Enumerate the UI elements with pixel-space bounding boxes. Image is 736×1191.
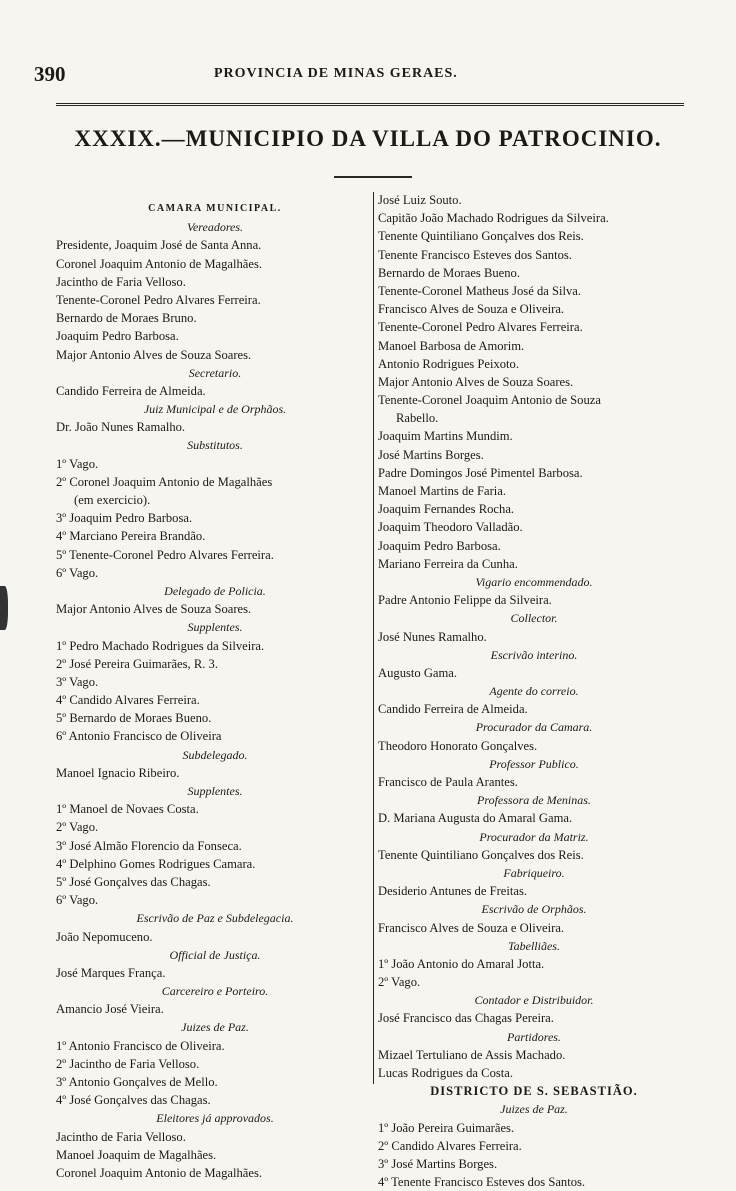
text-line: 3º José Martins Borges. — [378, 1156, 498, 1171]
text-line: Theodoro Honorato Gonçalves. — [378, 738, 538, 753]
section-heading: Vigario encommendado. — [475, 574, 593, 589]
text-line: Tenente Quintiliano Gonçalves dos Reis. — [378, 847, 584, 862]
text-line: Candido Ferreira de Almeida. — [56, 383, 206, 398]
section-heading: Supplentes. — [187, 784, 243, 798]
text-line: 4º Candido Alvares Ferreira. — [56, 693, 200, 708]
section-heading: Secretario. — [188, 365, 242, 380]
section-heading: Procurador da Camara. — [475, 720, 593, 735]
text-line: José Marques França. — [56, 965, 166, 980]
section-heading: Supplentes. — [187, 620, 243, 635]
section-heading: Eleitores já approvados. — [156, 1111, 274, 1126]
text-line: Francisco Alves de Souza e Oliveira. — [378, 920, 565, 935]
text-line: 2º Vago. — [378, 975, 421, 990]
text-line: 3º Joaquim Pedro Barbosa. — [56, 511, 193, 526]
text-line: Major Antonio Alves de Souza Soares. — [56, 602, 252, 617]
section-heading: Escrivão de Orphãos. — [481, 902, 587, 917]
text-line: Tenente-Coronel Pedro Alvares Ferreira. — [56, 292, 261, 307]
text-line: Tenente-Coronel Joaquim Antonio de Souza — [378, 393, 601, 408]
section-heading: DISTRICTO DE S. SEBASTIÃO. — [430, 1084, 638, 1099]
running-title: PROVINCIA DE MINAS GERAES. — [214, 66, 458, 81]
section-heading: Official de Justiça. — [169, 947, 261, 962]
section-heading: Contador e Distribuidor. — [474, 993, 594, 1008]
text-line: 1º João Pereira Guimarães. — [378, 1120, 515, 1135]
text-line: 2º Vago. — [56, 820, 99, 835]
title-underline — [334, 176, 412, 178]
text-line: Joaquim Theodoro Valladão. — [378, 520, 523, 535]
section-heading: Professor Publico. — [489, 756, 579, 771]
text-line: Capitão João Machado Rodrigues da Silveira. — [378, 211, 609, 226]
text-line: Dr. João Nunes Ramalho. — [56, 420, 186, 435]
text-line: 5º José Gonçalves das Chagas. — [56, 874, 211, 889]
text-line: Manoel Martins de Faria. — [378, 484, 507, 498]
text-line: 6º Vago. — [56, 893, 99, 908]
section-heading: Subdelegado. — [182, 747, 248, 762]
text-line: Bernardo de Moraes Bruno. — [56, 311, 197, 326]
text-line: 1º Vago. — [56, 456, 99, 471]
text-line: Candido Ferreira de Almeida. — [378, 702, 528, 717]
text-line: Joaquim Fernandes Rocha. — [378, 502, 515, 517]
text-line: 4º Tenente Francisco Esteves dos Santos. — [378, 1175, 586, 1190]
text-line: João Nepomuceno. — [56, 929, 153, 944]
text-line: 2º Jacintho de Faria Velloso. — [56, 1056, 200, 1071]
text-line: Manoel Ignacio Ribeiro. — [56, 765, 180, 780]
text-line: Coronel Joaquim Antonio de Magalhães. — [56, 256, 263, 271]
text-line: 5º Bernardo de Moraes Bueno. — [56, 711, 212, 726]
text-line: Mizael Tertuliano de Assis Machado. — [378, 1047, 566, 1062]
text-line: Tenente-Coronel Matheus José da Silva. — [378, 283, 582, 298]
text-line: 1º Manoel de Novaes Costa. — [56, 802, 199, 817]
text-line: Padre Domingos José Pimentel Barbosa. — [378, 465, 583, 480]
text-line: 3º Antonio Gonçalves de Mello. — [56, 1075, 218, 1089]
section-heading: Juiz Municipal e de Orphãos. — [143, 402, 287, 417]
text-line: José Francisco das Chagas Pereira. — [378, 1011, 554, 1026]
text-line: 1º João Antonio do Amaral Jotta. — [378, 956, 545, 971]
text-line: Francisco de Paula Arantes. — [378, 775, 518, 789]
text-line: 4º Delphino Gomes Rodrigues Camara. — [56, 856, 256, 871]
text-line: Presidente, Joaquim José de Santa Anna. — [56, 238, 262, 253]
section-heading: Carcereiro e Porteiro. — [161, 984, 269, 999]
text-line: Desiderio Antunes de Freitas. — [378, 884, 527, 899]
text-line: José Nunes Ramalho. — [378, 629, 487, 644]
left-column — [56, 200, 374, 1182]
text-line: 4º Marciano Pereira Brandão. — [56, 529, 206, 544]
text-line: José Luiz Souto. — [378, 193, 462, 207]
text-line: Padre Antonio Felippe da Silveira. — [378, 593, 552, 608]
text-line: Francisco Alves de Souza e Oliveira. — [378, 302, 565, 317]
text-line: D. Mariana Augusta do Amaral Gama. — [378, 811, 573, 826]
text-line: Antonio Rodrigues Peixoto. — [378, 356, 519, 371]
text-line: Augusto Gama. — [378, 665, 458, 680]
text-line: Bernardo de Moraes Bueno. — [378, 265, 520, 280]
text-line: Jacintho de Faria Velloso. — [56, 1129, 186, 1144]
text-line: 6º Antonio Francisco de Oliveira — [56, 729, 222, 744]
header-rule — [56, 103, 684, 106]
section-heading: Agente do correio. — [489, 684, 579, 699]
text-line: Joaquim Pedro Barbosa. — [56, 329, 179, 344]
text-line: 1º Pedro Machado Rodrigues da Silveira. — [56, 638, 265, 653]
text-line: Tenente Quintiliano Gonçalves dos Reis. — [378, 229, 584, 244]
page-number: 390 — [34, 62, 66, 86]
text-line: Amancio José Vieira. — [56, 1002, 164, 1017]
right-column — [378, 191, 690, 1191]
text-line: 3º José Almão Florencio da Fonseca. — [56, 838, 242, 853]
section-heading: Tabelliães. — [508, 938, 560, 953]
text-line: 2º José Pereira Guimarães, R. 3. — [56, 656, 218, 671]
text-line: Major Antonio Alves de Souza Soares. — [378, 374, 574, 389]
section-title: XXXIX.—MUNICIPIO DA VILLA DO PATROCINIO. — [74, 126, 662, 151]
section-heading: Escrivão interino. — [490, 647, 578, 662]
section-heading: Collector. — [510, 611, 558, 626]
text-line: Manoel Barbosa de Amorim. — [378, 338, 525, 353]
section-heading: CAMARA MUNICIPAL. — [148, 203, 282, 214]
section-heading: Partidores. — [507, 1029, 561, 1044]
text-line: (em exercicio). — [74, 493, 151, 507]
text-line: 1º Antonio Francisco de Oliveira. — [56, 1038, 225, 1053]
text-line: 2º Candido Alvares Ferreira. — [378, 1138, 522, 1153]
section-heading: Professora de Meninas. — [477, 793, 591, 808]
section-heading: Juizes de Paz. — [181, 1020, 249, 1035]
text-line: 3º Vago. — [56, 674, 99, 689]
text-line: Manoel Joaquim de Magalhães. — [56, 1147, 217, 1162]
text-line: José Martins Borges. — [378, 447, 484, 462]
text-line: Joaquim Pedro Barbosa. — [378, 538, 501, 553]
text-line: 2º Coronel Joaquim Antonio de Magalhães — [56, 474, 273, 489]
section-heading: Escrivão de Paz e Subdelegacia. — [136, 911, 294, 926]
section-heading: Procurador da Matriz. — [479, 829, 589, 844]
section-heading: Juizes de Paz. — [500, 1102, 568, 1117]
section-heading: Delegado de Policia. — [164, 583, 266, 598]
text-line: Coronel Joaquim Antonio de Magalhães. — [56, 1165, 263, 1180]
text-line: Mariano Ferreira da Cunha. — [378, 556, 518, 571]
text-line: 6º Vago. — [56, 565, 99, 580]
section-heading: Vereadores. — [186, 220, 244, 235]
text-line: 4º José Gonçalves das Chagas. — [56, 1093, 211, 1108]
text-line: Major Antonio Alves de Souza Soares. — [56, 347, 252, 362]
text-line: Rabello. — [396, 411, 439, 426]
ink-blot — [0, 586, 8, 630]
text-line: Tenente Francisco Esteves dos Santos. — [378, 247, 572, 262]
section-heading: Fabriqueiro. — [503, 865, 565, 880]
text-line: Lucas Rodrigues da Costa. — [378, 1066, 514, 1080]
text-line: Tenente-Coronel Pedro Alvares Ferreira. — [378, 320, 583, 335]
text-line: Jacintho de Faria Velloso. — [56, 274, 186, 289]
section-heading: Substitutos. — [187, 438, 243, 453]
text-line: Joaquim Martins Mundim. — [378, 429, 513, 444]
text-line: 5º Tenente-Coronel Pedro Alvares Ferreira. — [56, 547, 274, 562]
